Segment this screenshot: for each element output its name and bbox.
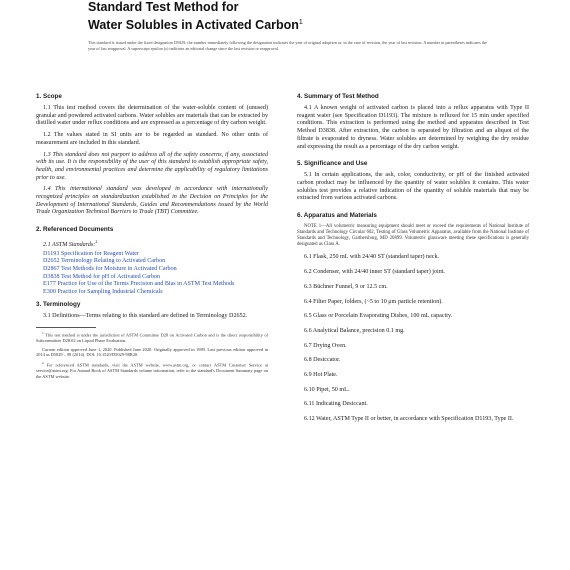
right-column	[297, 92, 529, 431]
apparatus-item: 6.2 Condenser, with 24/40 inner ST (standard taper) joint.	[304, 269, 445, 276]
apparatus-item: 6.3 Büchner Funnel, 9 or 12.5 cm.	[304, 283, 388, 290]
issuance-notice: This standard is issued under the fixed designation D5029; the number immediately following the designation indicates the year of original adoption or, in the case of revision, the year of last revision. A number in parentheses indicates the year of last reapproval. A superscript epsilon (ε) indicates an editorial change since the last revision or reapproval.	[88, 40, 487, 51]
apparatus-item: 6.12 Water, ASTM Type II or better, in accordance with Specification D1193, Type II.	[304, 416, 514, 423]
title-footnote-marker: 1	[298, 19, 303, 26]
ref-item[interactable]: E300 Practice for Sampling Industrial Chemicals	[43, 288, 163, 295]
apparatus-item: 6.1 Flask, 250 mL with 24/40 ST (standard taper) neck.	[304, 254, 440, 261]
section-referenced-heading: 2. Referenced Documents	[36, 226, 114, 234]
left-column	[36, 92, 268, 382]
footnote-1: $^1$ This test method is under the jurisdiction of ASTM Committee D28 on Activated Carbon and is the direct responsibility of Subcommittee D28.02 on Liquid Phase Evaluation.	[36, 331, 268, 344]
summary-para-1: 4.1 A known weight of activated carbon is placed into a reflux apparatus with Type II reagent water (see Specification D1193). The mixture is refluxed for 15 min under specified conditions. This extraction is performed using the method and apparatus described in Test Method D3838. After extraction, the carbon is separated by filtration and an aliquot of the filtrate is evaporated to dryness. Water solubles are determined by weighing the dry residue and expressing the result as a percentage of the dry carbon weight.	[297, 105, 529, 150]
scope-para-2: 1.2 The values stated in SI units are to be regarded as standard. No other units of measurement are included in this standard.	[36, 132, 268, 146]
apparatus-item: 6.11 Indicating Desiccant.	[304, 401, 368, 408]
apparatus-note-1: NOTE 1—All volumetric measuring equipment should meet or exceed the requirements of National Institute of Standards and Technology Circular 602, Testing of Glass Volumetric Apparatus, available from the National Institute of Standards and Technology, Gaithersburg, MD 20899. Volumetric glassware meeting these specifications is generally designated as Class A.	[297, 224, 529, 248]
section-summary-heading: 4. Summary of Test Method	[297, 93, 379, 100]
ref-item[interactable]: D2652 Terminology Relating to Activated Carbon	[43, 258, 166, 265]
ref-item[interactable]: D1193 Specification for Reagent Water	[43, 250, 139, 257]
terminology-para-1: 3.1 Definitions—Terms relating to this standard are defined in Terminology D2652.	[43, 313, 248, 320]
footnote-divider	[36, 327, 96, 328]
apparatus-item: 6.10 Pipet, 50 mL.	[304, 386, 350, 393]
section-scope-heading: 1. Scope	[36, 93, 62, 100]
footnote-2: $^2$ For referenced ASTM standards, visit the ASTM website, www.astm.org, or contact ASTM Customer Service at service@astm.org. For Annual Book of ASTM Standards volume information, refer to the standard's Document Summary page on the ASTM website.	[36, 360, 268, 379]
astm-standards-intro: 2.1 ASTM Standards:$^2$	[43, 239, 98, 249]
scope-para-3: 1.3 This standard does not purport to address all of the safety concerns, if any, associated with its use. It is the responsibility of the user of this standard to establish appropriate safety, health, and environmental practices and determine the applicability of regulatory limitations prior to use.	[36, 151, 268, 181]
ref-item[interactable]: D3838 Test Method for pH of Activated Carbon	[43, 273, 161, 280]
footnote-1-edition: Current edition approved June 1, 2020. Published June 2020. Originally approved in 1989. Last previous edition approved in 2014 as D5029 – 98 (2014). DOI: 10.1520/D5029-98R20.	[36, 346, 268, 358]
ref-item[interactable]: D2867 Test Methods for Moisture in Activated Carbon	[43, 265, 177, 272]
apparatus-item: 6.4 Filter Paper, folders, (~5 to 10 μm particle retention).	[304, 298, 443, 305]
section-apparatus-heading: 6. Apparatus and Materials	[297, 212, 377, 220]
document-title	[88, 0, 508, 33]
apparatus-item: 6.7 Drying Oven.	[304, 342, 347, 349]
scope-para-4: 1.4 This international standard was developed in accordance with internationally recognized principles on standardization established in the Decision on Principles for the Development of International Standards, Guides and Recommendations issued by the World Trade Organization Technical Barriers to Trade (TBT) Committee.	[36, 186, 268, 216]
title-line-2: Water Solubles in Activated Carbon	[88, 18, 299, 33]
apparatus-item: 6.9 Hot Plate.	[304, 372, 338, 379]
significance-para-1: 5.1 In certain applications, the ash, color, conductivity, or pH of the finished activated carbon product may be influenced by the quantity of water solubles it contains. This water solubles test provides a relative indication of the quantity of soluble materials that may be extracted from various activated carbons.	[297, 172, 529, 202]
ref-item[interactable]: E177 Practice for Use of the Terms Precision and Bias in ASTM Test Methods	[43, 281, 235, 288]
apparatus-item: 6.6 Analytical Balance, precision 0.1 mg.	[304, 327, 405, 334]
section-significance-heading: 5. Significance and Use	[297, 160, 368, 168]
apparatus-item: 6.8 Desiccator.	[304, 357, 341, 364]
scope-para-1: 1.1 This test method covers the determination of the water-soluble content of (unused) granular and powdered activated carbons. Water solubles are materials that can be extracted by distilled water under reflux conditions and are expressed as a percentage of dry carbon weight.	[36, 105, 268, 127]
section-terminology-heading: 3. Terminology	[36, 301, 81, 309]
apparatus-item: 6.5 Glass or Porcelain Evaporating Dishes, 100 mL capacity.	[304, 313, 453, 320]
title-line-1: Standard Test Method for	[88, 0, 239, 14]
